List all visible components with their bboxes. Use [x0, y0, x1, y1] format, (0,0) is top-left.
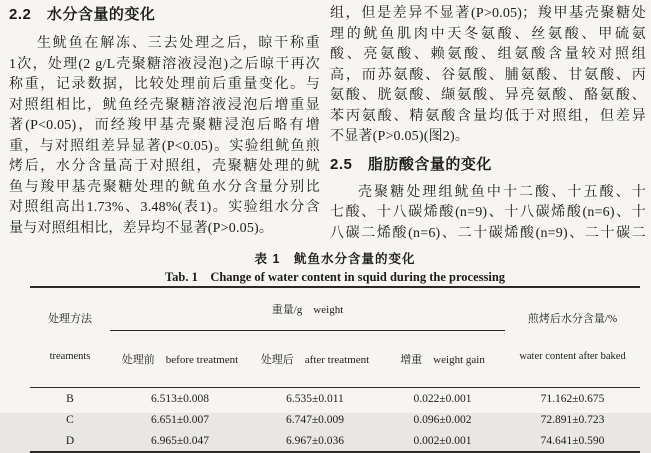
text-line: 理的鱿鱼肌肉中天冬氨酸、丝氨酸、甲硫氨	[330, 26, 646, 42]
col-header-after: 处理后 after treatment	[250, 331, 380, 388]
right-column	[330, 4, 646, 244]
table-caption-en: Tab. 1 Change of water content in squid during the processing	[164, 270, 506, 284]
text-line: 鱼与羧甲基壳聚糖处理的鱿鱼水分含量分别比	[9, 179, 320, 195]
table-row-d	[30, 430, 640, 452]
text-line: 烤后，水分含量高于对照组，壳聚糖处理的鱿	[9, 159, 320, 174]
text-line: 量与对照组相比，差异均不显著(P>0.05)。	[9, 220, 274, 236]
cell-water: 71.162±0.675	[540, 392, 605, 405]
left-column	[9, 4, 320, 239]
text-line: 不显著(P>0.05)(图2)。	[330, 129, 470, 144]
cell-treatment: B	[66, 392, 74, 405]
text-line: 八碳二烯酸(n=6)、二十碳烯酸(n=9)、二十碳二	[330, 225, 646, 241]
col-header-water-cn: 煎烤后水分含量/%	[527, 313, 618, 325]
text-line: 组，但是差异不显著(P>0.05)；羧甲基壳聚糖处	[330, 6, 646, 21]
cell-after: 6.747±0.009	[285, 413, 345, 426]
text-line: 对照组高出1.73%、3.48%(表1)。实验组水分含	[9, 200, 320, 215]
water-content-table	[30, 286, 640, 453]
text-line: 酸、亮氨酸、赖氨酸、组氨酸含量较对照组	[330, 47, 646, 62]
paragraph-fatty-acids	[330, 183, 646, 245]
cell-gain: 0.002±0.001	[413, 434, 472, 447]
text-line: 生鱿鱼在解冻、三去处理之后，晾干称重	[37, 36, 320, 51]
text-line: 重，与对照组差异显著(P<0.05)。实验组鱿鱼煎	[9, 138, 320, 154]
col-header-water-content	[505, 287, 640, 388]
table-row-b	[30, 388, 640, 410]
paragraph-amino-acids	[330, 4, 646, 148]
col-header-gain: 增重 weight gain	[380, 331, 505, 388]
cell-water: 74.641±0.590	[540, 434, 605, 447]
text-line: 七酸、十八碳烯酸(n=9)、十八碳烯酸(n=6)、十	[330, 205, 646, 220]
col-header-weight-group: 重量/g weight	[110, 287, 505, 331]
text-line: 苯丙氨酸、精氨酸含量均低于对照组，但差异	[330, 108, 646, 124]
table-header-row-1	[30, 287, 640, 331]
table-caption-cn: 表 1 鱿鱼水分含量的变化	[254, 252, 416, 266]
col-header-before: 处理前 before treatment	[110, 331, 250, 388]
col-header-treatment	[30, 287, 110, 388]
cell-gain: 0.096±0.002	[413, 413, 472, 426]
text-line: 氨酸、胱氨酸、缬氨酸、异亮氨酸、酪氨酸、	[330, 88, 646, 103]
text-line: 壳聚糖处理组鱿鱼中十二酸、十五酸、十	[358, 184, 646, 200]
cell-before: 6.965±0.047	[150, 434, 210, 447]
text-line: 对照组相比，鱿鱼经壳聚糖溶液浸泡后增重显	[9, 97, 320, 113]
text-line: 称重，记录数据，比较处理前后重量变化。与	[9, 77, 320, 92]
cell-gain: 0.022±0.001	[413, 392, 472, 405]
cell-after: 6.967±0.036	[285, 434, 345, 447]
col-header-water-en: water content after baked	[519, 351, 626, 362]
text-line: 高，而苏氨酸、谷氨酸、脯氨酸、甘氨酸、丙	[330, 67, 646, 83]
cell-treatment: D	[65, 434, 75, 447]
paragraph-water-content	[9, 34, 320, 239]
text-line: 著(P<0.05)，而经羧甲基壳聚糖浸泡后略有增	[9, 118, 320, 133]
col-header-treatment-cn: 处理方法	[48, 313, 92, 325]
cell-before: 6.513±0.008	[150, 392, 210, 405]
section-heading-2-2: 2.2 水分含量的变化	[9, 6, 156, 23]
cell-after: 6.535±0.011	[286, 392, 344, 405]
table-row-c	[30, 409, 640, 430]
cell-treatment: C	[66, 413, 74, 426]
section-heading-2-5: 2.5 脂肪酸含量的变化	[330, 155, 492, 173]
cell-water: 72.891±0.723	[540, 413, 605, 426]
cell-before: 6.651±0.007	[150, 413, 210, 426]
text-line: 1次，处理(2 g/L壳聚糖溶液浸泡)之后晾干再次	[9, 56, 320, 72]
col-header-treatment-en: treaments	[49, 351, 91, 362]
